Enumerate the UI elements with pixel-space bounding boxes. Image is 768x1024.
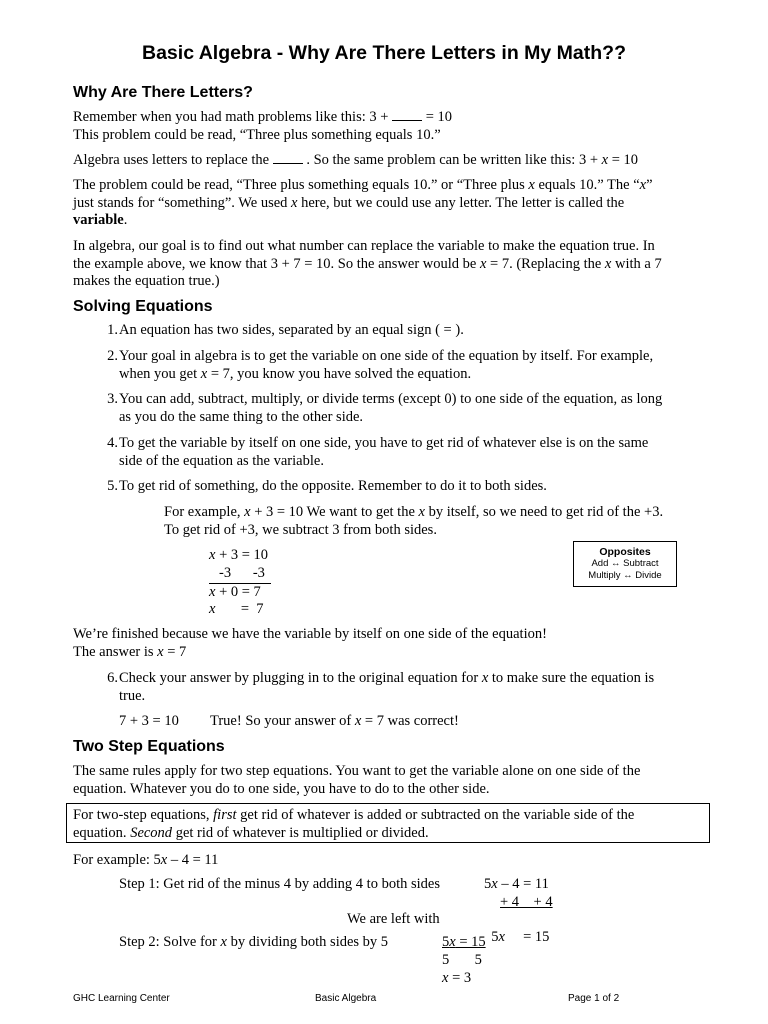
- list-item: 5. To get rid of something, do the opposite. Remember to do it to both sides.: [107, 478, 547, 494]
- list-item: 2. Your goal in algebra is to get the variable on one side of the equation by itself. For example, when you get x = 7, you know you have solved the equation.: [107, 348, 654, 382]
- footer-left: GHC Learning Center: [73, 993, 170, 1004]
- check-result: True! So your answer of x = 7 was correct!: [210, 713, 459, 729]
- list-item: 4. To get the variable by itself on one side, you have to get rid of whatever else is on the same side of the equation as the variable.: [107, 435, 649, 469]
- footer-center: Basic Algebra: [315, 993, 377, 1004]
- why-paragraph-3: The problem could be read, “Three plus something equals 10.” or “Three plus x equals 10.” The “x” just stands for “something”. We used x here, but we could use any letter. The letter is called the variable.: [73, 177, 653, 228]
- step-2: Step 2: Solve for x by dividing both sides by 5: [119, 934, 389, 950]
- list-item: 3. You can add, subtract, multiply, or divide terms (except 0) to one side of the equation, as long as you do the same thing to the other side.: [107, 391, 663, 425]
- step-1-equation: 5x – 4 = 11 + 4 + 4: [484, 876, 553, 910]
- list-item: 1. An equation has two sides, separated by an equal sign ( = ).: [107, 322, 464, 338]
- why-paragraph-1: Remember when you had math problems like this: 3 + = 10 This problem could be read, “Three plus something equals 10.”: [73, 109, 453, 143]
- section-heading-why: Why Are There Letters?: [73, 84, 253, 101]
- rule-box-text: For two-step equations, first get rid of whatever is added or subtracted on the variable side of the equation. Second get rid of whatever is multiplied or divided.: [73, 807, 635, 841]
- why-paragraph-2: Algebra uses letters to replace the . So the same problem can be written like this: 3 + x = 10: [73, 152, 638, 168]
- step-1: Step 1: Get rid of the minus 4 by adding 4 to both sides: [119, 876, 440, 892]
- left-with-equation: 5x = 15: [491, 928, 550, 945]
- section-heading-two-step: Two Step Equations: [73, 738, 225, 755]
- worked-equation: x + 3 = 10 -3 -3 x + 0 = 7 x = 7: [209, 547, 271, 619]
- finished-text: We’re finished because we have the variable by itself on one side of the equation! The answer is x = 7: [73, 626, 547, 660]
- two-step-paragraph: The same rules apply for two step equations. You want to get the variable alone on one side of the equation. Whatever you do to one side, you have to do to the other side.: [73, 763, 641, 797]
- why-paragraph-4: In algebra, our goal is to find out what number can replace the variable to make the equation true. In the example above, we know that 3 + 7 = 10. So the answer would be x = 7. (Replacing the x with a 7 makes the equation true.): [73, 238, 662, 289]
- section-heading-solving: Solving Equations: [73, 298, 213, 315]
- check-equation: 7 + 3 = 10: [119, 713, 179, 729]
- list-item: 6. Check your answer by plugging in to the original equation for x to make sure the equation is true.: [107, 670, 655, 704]
- blank-line: [392, 108, 422, 121]
- opposites-box: Opposites Add ↔ Subtract Multiply ↔ Divide: [573, 541, 677, 587]
- footer-page-number: Page 1 of 2: [568, 993, 620, 1004]
- two-step-example: For example: 5x – 4 = 11: [73, 852, 219, 868]
- left-with-label: We are left with: [347, 911, 440, 927]
- example-text: For example, x + 3 = 10 We want to get the x by itself, so we need to get rid of the +3. To get rid of +3, we subtract 3 from both sides.: [164, 504, 664, 538]
- page-title: Basic Algebra - Why Are There Letters in My Math??: [142, 42, 626, 64]
- step-2-equation: 5x = 15 5 5 x = 3: [442, 934, 486, 986]
- blank-line: [273, 151, 303, 164]
